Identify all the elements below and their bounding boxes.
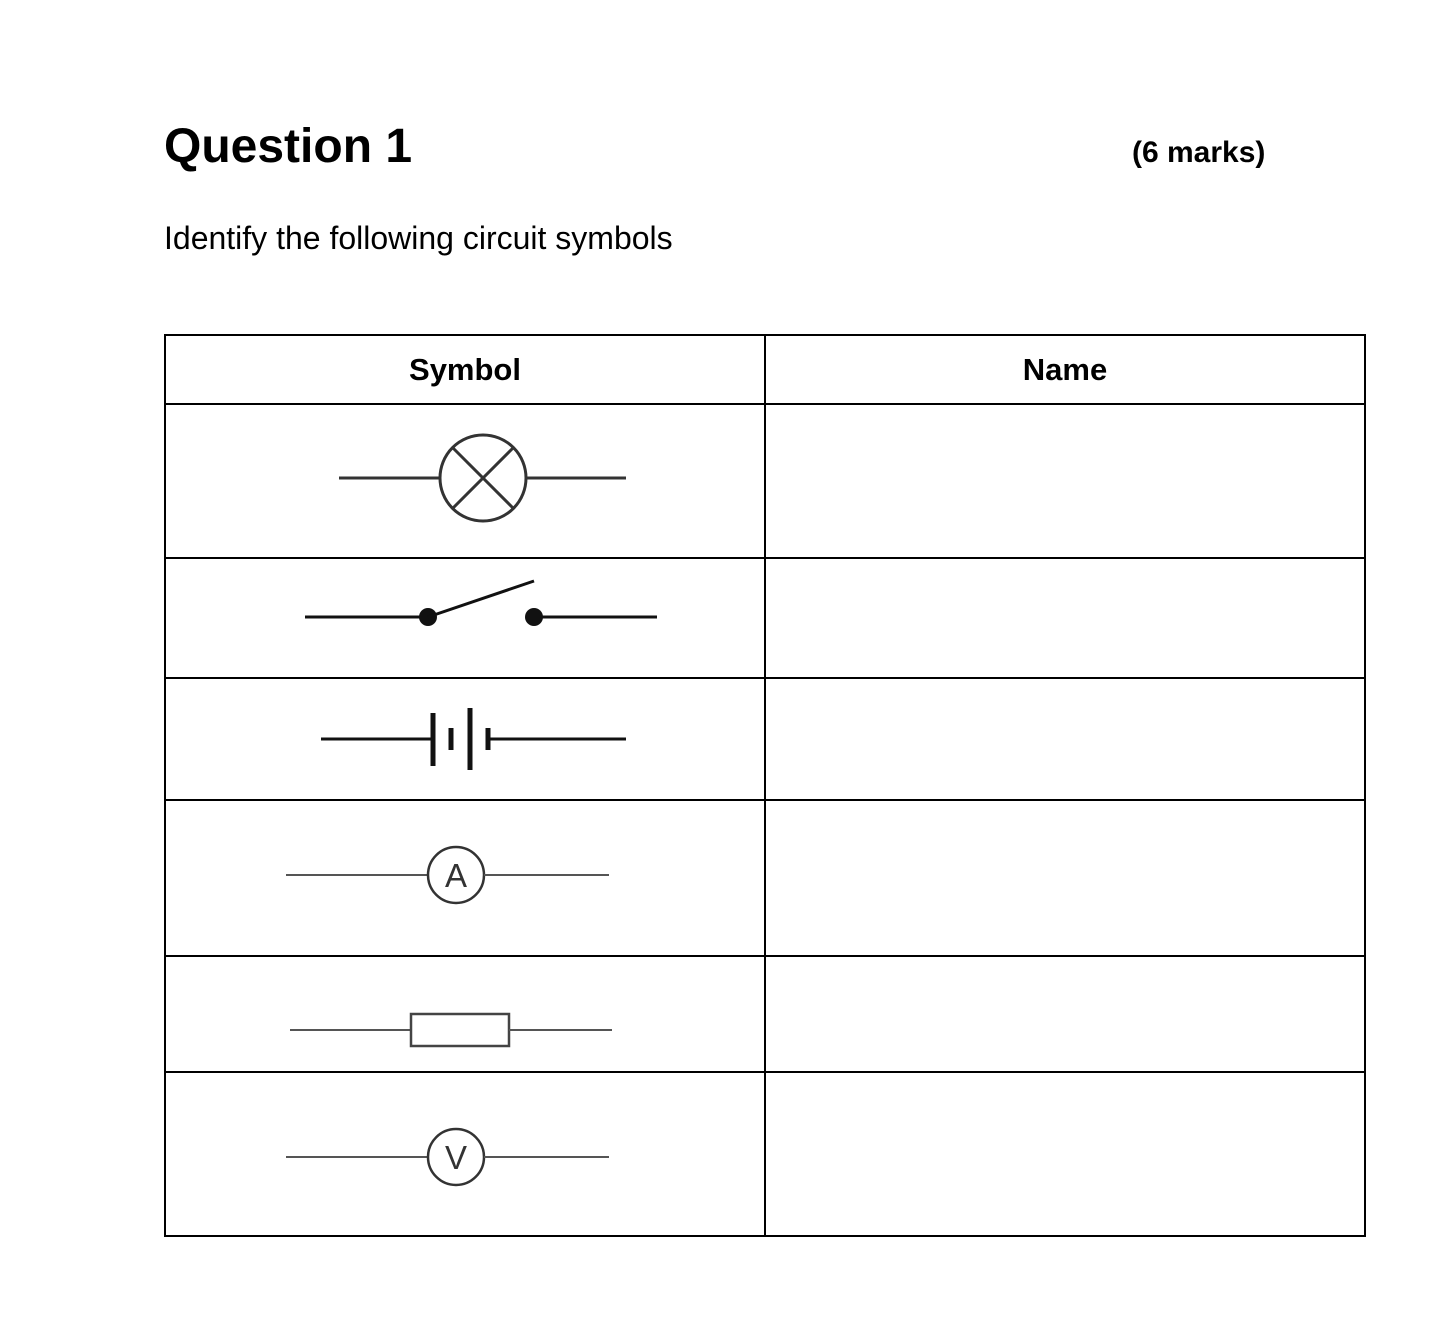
- symbol-cell: [165, 678, 765, 800]
- name-answer-cell[interactable]: [765, 678, 1365, 800]
- symbol-cell: [165, 1072, 765, 1236]
- lamp-symbol-icon: [166, 406, 766, 556]
- question-instruction: Identify the following circuit symbols: [164, 220, 673, 256]
- name-answer-cell[interactable]: [765, 404, 1365, 558]
- table-row: [165, 1072, 1365, 1236]
- symbol-cell: [165, 558, 765, 678]
- name-answer-cell[interactable]: [765, 800, 1365, 956]
- table-header-row: [165, 335, 1365, 404]
- open-switch-symbol-icon: [166, 560, 766, 676]
- name-column-header: Name: [765, 335, 1365, 404]
- table-row: [165, 404, 1365, 558]
- question-title: Question 1: [164, 120, 413, 173]
- ammeter-symbol-icon: [166, 802, 766, 954]
- table-row: [165, 800, 1365, 956]
- symbol-column-header: Symbol: [165, 335, 765, 404]
- question-marks: (6 marks): [1132, 136, 1266, 169]
- name-answer-cell[interactable]: [765, 558, 1365, 678]
- voltmeter-label: V: [444, 1139, 468, 1176]
- name-answer-cell[interactable]: [765, 1072, 1365, 1236]
- voltmeter-symbol-icon: [166, 1074, 766, 1234]
- table-row: [165, 956, 1365, 1072]
- table-row: [165, 678, 1365, 800]
- table-row: [165, 558, 1365, 678]
- circuit-symbols-table: [164, 334, 1366, 1237]
- symbol-cell: [165, 404, 765, 558]
- symbol-cell: [165, 800, 765, 956]
- symbol-cell: [165, 956, 765, 1072]
- battery-symbol-icon: [166, 680, 766, 798]
- ammeter-label: A: [444, 857, 468, 894]
- name-answer-cell[interactable]: [765, 956, 1365, 1072]
- resistor-symbol-icon: [166, 958, 766, 1070]
